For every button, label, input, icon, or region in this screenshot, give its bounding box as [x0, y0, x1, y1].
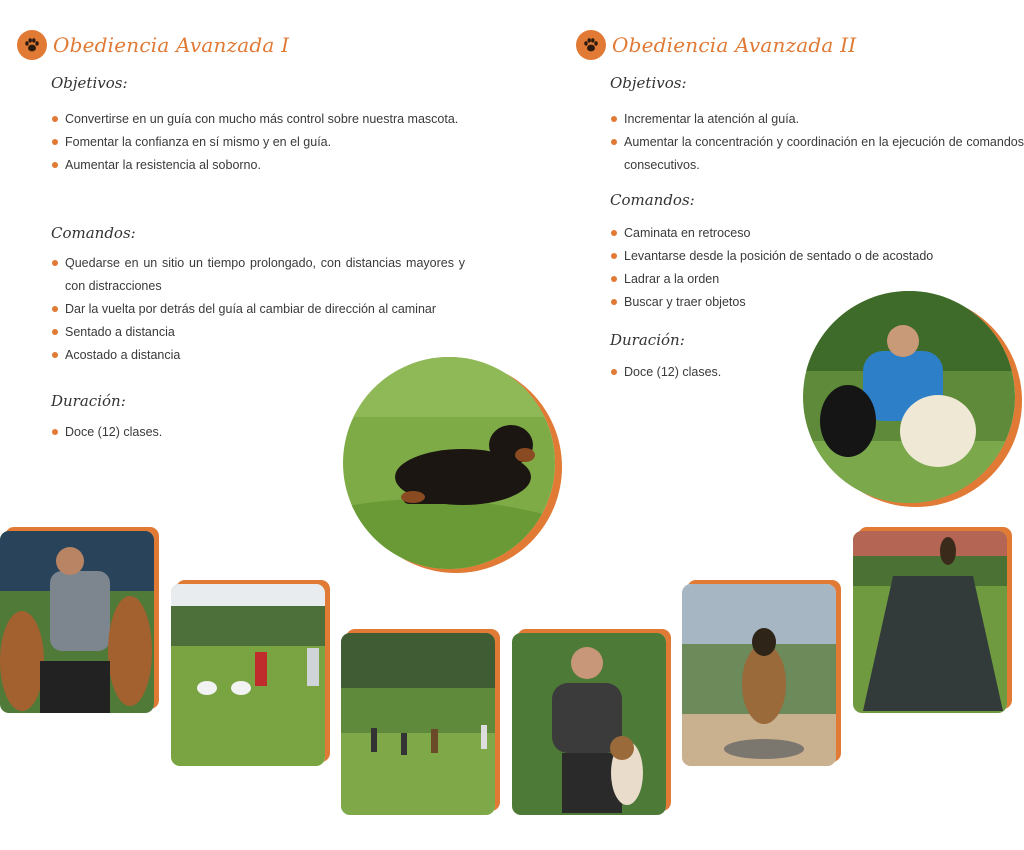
course-title-text: Obediencia Avanzada II — [612, 33, 857, 57]
duracion-heading: Duración: — [51, 392, 126, 410]
trainer-labradors-photo — [803, 291, 1015, 503]
paw-icon — [576, 30, 606, 60]
list-item: Doce (12) clases. — [51, 421, 351, 444]
course-title — [17, 30, 289, 60]
list-item: Ladrar a la orden — [610, 268, 990, 291]
trainer-beagle-photo — [512, 633, 666, 815]
paw-icon — [17, 30, 47, 60]
list-item: Buscar y traer objetos — [610, 291, 990, 314]
list-item: Caminata en retroceso — [610, 222, 990, 245]
duracion-heading: Duración: — [610, 331, 685, 349]
list-item: Aumentar la resistencia al soborno. — [51, 154, 465, 177]
trainer-ridgebacks-photo — [0, 531, 154, 713]
comandos-heading: Comandos: — [610, 191, 695, 209]
course-title — [576, 30, 856, 60]
list-item: Acostado a distancia — [51, 344, 465, 367]
list-item: Levantarse desde la posición de sentado o de acostado — [610, 245, 990, 268]
duracion-list — [610, 361, 810, 384]
list-item: Quedarse en un sitio un tiempo prolongado, con distancias mayores y con distracciones — [51, 252, 465, 298]
objetivos-list — [610, 108, 1024, 177]
list-item: Sentado a distancia — [51, 321, 465, 344]
field-walk-photo — [341, 633, 495, 815]
rottweiler-photo — [343, 357, 555, 569]
comandos-list — [51, 252, 465, 367]
objetivos-list — [51, 108, 465, 177]
list-item: Fomentar la confianza en sí mismo y en el guía. — [51, 131, 465, 154]
group-class-photo — [171, 584, 325, 766]
objetivos-heading: Objetivos: — [51, 74, 128, 92]
list-item: Aumentar la concentración y coordinación en la ejecución de comandos consecutivos. — [610, 131, 1024, 177]
agility-ramp-photo — [853, 531, 1007, 713]
list-item: Convertirse en un guía con mucho más control sobre nuestra mascota. — [51, 108, 465, 131]
duracion-list — [51, 421, 351, 444]
list-item: Dar la vuelta por detrás del guía al cambiar de dirección al caminar — [51, 298, 465, 321]
course-title-text: Obediencia Avanzada I — [53, 33, 290, 57]
list-item: Incrementar la atención al guía. — [610, 108, 1024, 131]
malinois-photo — [682, 584, 836, 766]
list-item: Doce (12) clases. — [610, 361, 810, 384]
comandos-heading: Comandos: — [51, 224, 136, 242]
objetivos-heading: Objetivos: — [610, 74, 687, 92]
